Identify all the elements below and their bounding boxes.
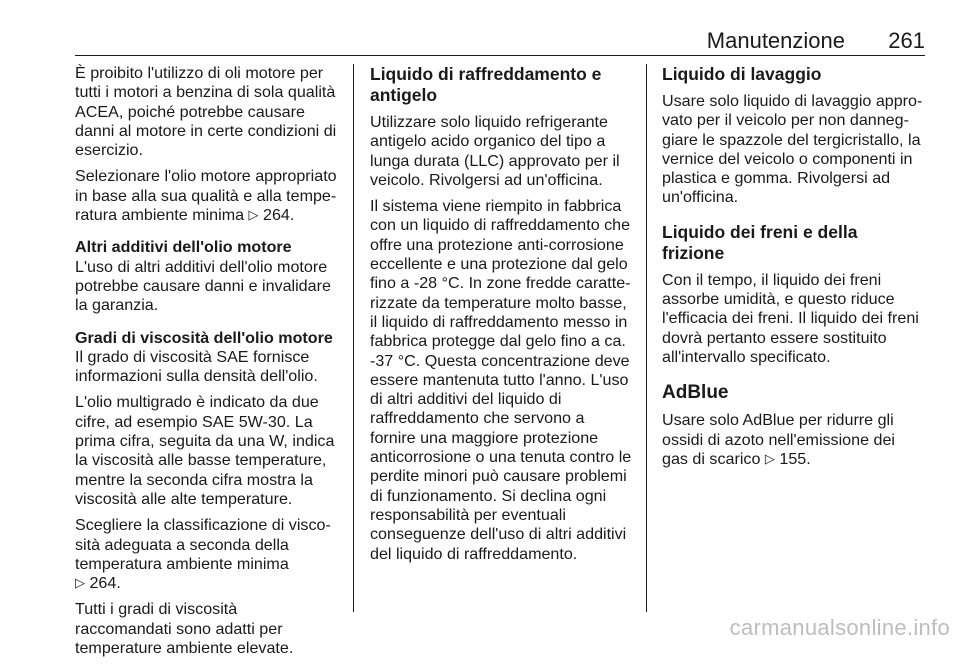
page-reference[interactable] (75, 574, 121, 592)
coolant-paragraph-1: Utilizzare solo liquido refrigerante antigelo acido organico del tipo a lunga durata (LLC) approvato per il veicolo. Rivolgersi ad un'officina. (370, 113, 620, 189)
page-header (75, 27, 925, 56)
column-divider-left (353, 64, 354, 612)
viscosity-select-text: Scegliere la classificazione di viscosità adeguata a seconda della temperatura ambiente minima (75, 516, 331, 573)
coolant-heading: Liquido di raffreddamento e antigelo (370, 64, 602, 105)
reference-arrow-icon: ▷ (248, 207, 259, 223)
page-reference-number: 155. (779, 449, 811, 468)
column-middle (370, 64, 632, 571)
page-reference[interactable] (765, 450, 811, 468)
page-reference-number: 264. (263, 206, 295, 225)
viscosity-heading: Gradi di viscosità dell'olio motore (75, 328, 333, 347)
additives-paragraph: L'uso di altri additivi dell'olio motore potrebbe causare danni e invalidare la garanzia. (75, 257, 331, 315)
oil-select-text: Selezionare l'olio motore appropriato in base alla sua qualità e alla temperatura ambiente minima (75, 167, 337, 225)
oil-intro-paragraph: È proibito l'utilizzo di oli motore per tutti i motori a benzina di sola qualità ACEA, poiché potrebbe causare danni al motore in certe condizioni di esercizio. (75, 64, 337, 160)
viscosity-paragraph-2: L'olio multigrado è indicato da due cifre, ad esempio SAE 5W-30. La prima cifra, seguita da una W, indica la viscosità alle basse temperature, mentre la seconda cifra mostra la viscosità alle alte temperature. (75, 393, 335, 508)
column-right (662, 64, 924, 476)
page-number: 261 (888, 28, 925, 53)
page-reference-number: 264. (89, 574, 121, 593)
adblue-heading: AdBlue (662, 382, 729, 404)
washer-fluid-paragraph: Usare solo liquido di lavaggio approvato per il veicolo per non danneggiare le spazzole del tergicristallo, la vernice del veicolo o componenti in plastica e gomma. Rivolgersi ad un'officina. (662, 92, 923, 207)
viscosity-paragraph-3 (75, 516, 337, 593)
reference-arrow-icon: ▷ (75, 575, 85, 591)
brake-fluid-heading: Liquido dei freni e della frizione (662, 221, 858, 263)
viscosity-paragraph-1: Il grado di viscosità SAE fornisce informazioni sulla densità dell'olio. (75, 347, 318, 386)
reference-arrow-icon: ▷ (764, 450, 775, 466)
adblue-paragraph (662, 411, 924, 469)
adblue-text: Usare solo AdBlue per ridurre gli ossidi di azoto nell'emissione dei gas di scarico (662, 411, 895, 468)
column-divider-right (646, 64, 647, 612)
brake-fluid-paragraph: Con il tempo, il liquido dei freni assorbe umidità, e questo riduce l'efficacia dei freni. Il liquido dei freni dovrà pertanto essere sostituito all'intervallo specificato. (662, 270, 919, 366)
page-reference[interactable] (249, 206, 295, 224)
page-title: Manutenzione (706, 28, 845, 53)
washer-fluid-heading: Liquido di lavaggio (662, 64, 822, 84)
column-left (75, 64, 337, 665)
watermark: carmanualsonline.info (729, 615, 950, 640)
coolant-paragraph-2: Il sistema viene riempito in fabbrica con un liquido di raffreddamento che offre una protezione anti-corrosione eccellente e una protezione dal gelo fino a -28 °C. In zone fredde caratterizzate da temperature molto basse, il liquido di raffreddamento messo in fabbrica protegge dal gelo fino a ca. -37 °C. Questa concentrazione deve essere mantenuta tutto l'anno. L'uso di altri additivi del liquido di raffreddamento che servono a fornire una maggiore protezione anticorrosione o una tenuta contro le perdite minori può causare problemi di funzionamento. Si declina ogni responsabilità per eventuali conseguenze dell'uso di altri additivi del liquido di raffreddamento. (370, 197, 632, 563)
viscosity-paragraph-4: Tutti i gradi di viscosità raccomandati sono adatti per temperature ambiente elevate. (75, 600, 294, 658)
oil-select-paragraph (75, 167, 337, 225)
additives-heading: Altri additivi dell'olio motore (75, 238, 292, 257)
